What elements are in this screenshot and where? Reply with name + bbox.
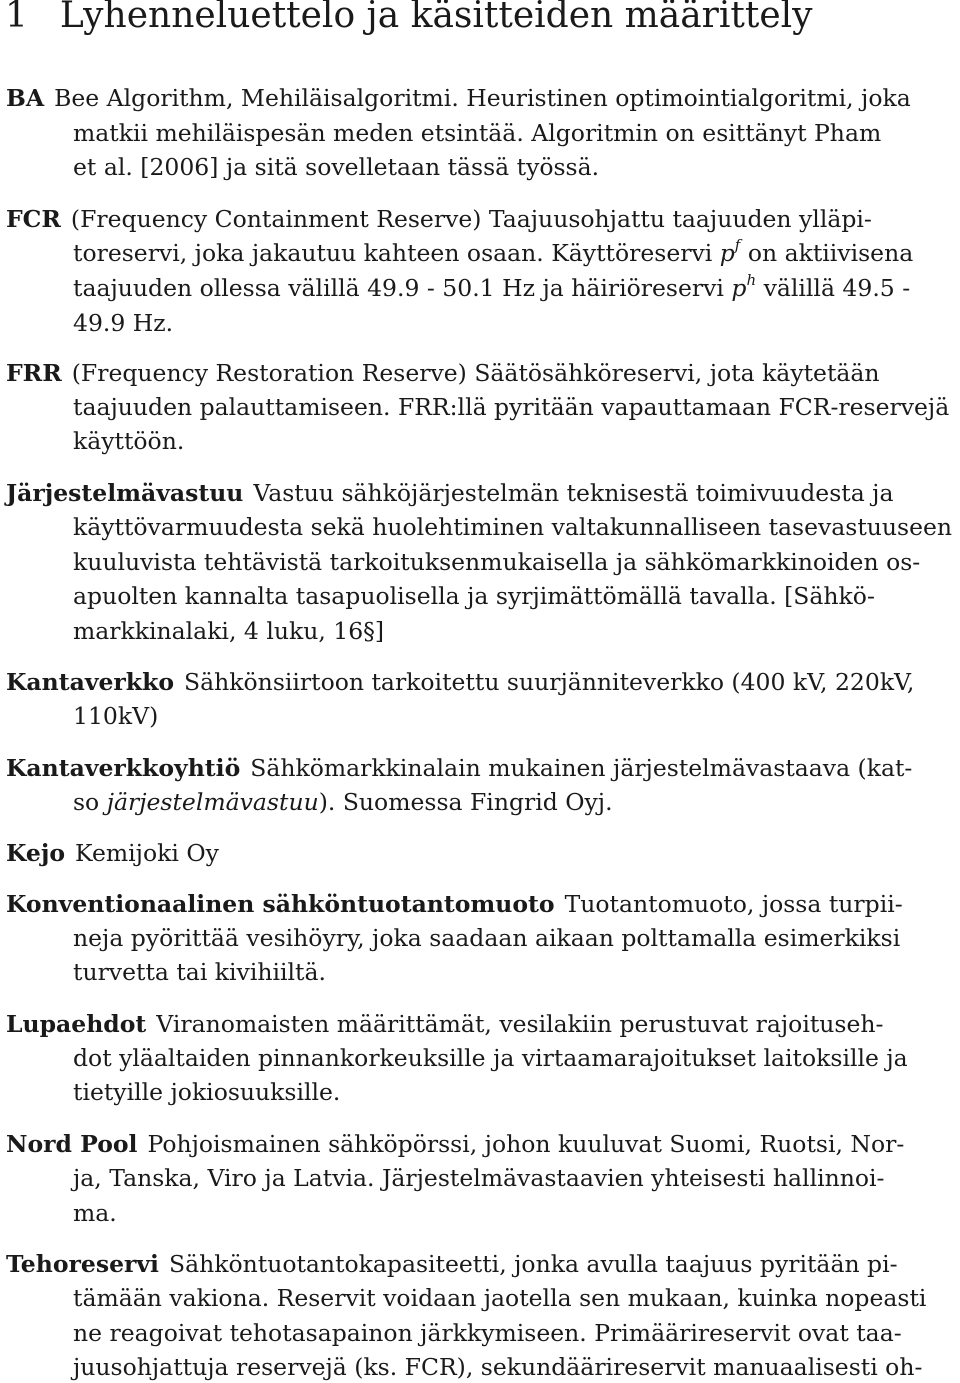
definition-line: Pohjoismainen sähköpörssi, johon kuuluvat Suomi, Ruotsi, Nor- — [147, 1130, 905, 1158]
glossary-term: Järjestelmävastuu — [6, 479, 244, 507]
glossary-term: FCR — [6, 205, 61, 233]
definition-line: ma. — [73, 1199, 117, 1227]
definition-line: Kemijoki Oy — [75, 839, 219, 867]
definition-line: ja, Tanska, Viro ja Latvia. Järjestelmävastaavien yhteisesti hallinnoi- — [73, 1164, 885, 1192]
glossary-term: FRR — [6, 359, 62, 387]
definition-line: välillä 49.5 - — [763, 274, 911, 302]
definition-line: käyttöön. — [73, 427, 185, 455]
definition-line: käyttövarmuudesta sekä huolehtiminen valtakunnalliseen tasevastuuseen — [73, 513, 953, 541]
glossary-term: Kejo — [6, 839, 66, 867]
glossary-term: Lupaehdot — [6, 1010, 147, 1038]
cross-reference: järjestelmävastuu — [106, 788, 319, 816]
definition-line: Sähkönsiirtoon tarkoitettu suurjänniteverkko (400 kV, 220kV, — [184, 668, 915, 696]
definition-line: Tuotantomuoto, jossa turpii- — [564, 890, 903, 918]
definition-line: tietyille jokiosuuksille. — [73, 1078, 341, 1106]
glossary-term: Kantaverkko — [6, 668, 175, 696]
glossary-term: Konventionaalinen sähköntuotantomuoto — [6, 890, 555, 918]
symbol-p: p — [731, 274, 747, 302]
definition-line: (Frequency Restoration Reserve) Säätösähköreservi, jota käytetään — [71, 359, 880, 387]
glossary-term: BA — [6, 84, 45, 112]
definition-line: toreservi, joka jakautuu kahteen osaan. Käyttöreservi — [73, 239, 713, 267]
definition-line: et al. [2006] ja sitä sovelletaan tässä työssä. — [73, 153, 600, 181]
definition-line: Bee Algorithm, Mehiläisalgoritmi. Heuristinen optimointialgoritmi, joka — [54, 84, 911, 112]
definition-line: 49.9 Hz. — [73, 309, 174, 337]
definition-line: taajuuden palauttamiseen. FRR:llä pyritään vapauttamaan FCR-reservejä — [73, 393, 950, 421]
definition-line: apuolten kannalta tasapuolisella ja syrjimättömällä tavalla. [Sähkö- — [73, 582, 875, 610]
glossary-term: Nord Pool — [6, 1130, 138, 1158]
symbol-p: p — [719, 239, 735, 267]
definition-line: ne reagoivat tehotasapainon järkkymiseen. Primäärireservit ovat taa- — [73, 1319, 902, 1347]
definition-line: Viranomaisten määrittämät, vesilakiin perustuvat rajoituseh- — [156, 1010, 884, 1038]
section-number: 1 — [5, 0, 28, 36]
definition-line: Sähköntuotantokapasiteetti, jonka avulla taajuus pyritään pi- — [168, 1250, 898, 1278]
definition-line: markkinalaki, 4 luku, 16§] — [73, 617, 385, 645]
definition-line: Vastuu sähköjärjestelmän teknisestä toimivuudesta ja — [253, 479, 894, 507]
definition-line: neja pyörittää vesihöyry, joka saadaan aikaan polttamalla esimerkiksi — [73, 924, 901, 952]
definition-line: kuuluvista tehtävistä tarkoituksenmukaisella ja sähkömarkkinoiden os- — [73, 548, 921, 576]
definition-line: matkii mehiläispesän meden etsintää. Algoritmin on esittänyt Pham — [73, 119, 882, 147]
symbol-superscript-h: h — [746, 271, 757, 290]
definition-line: tämään vakiona. Reservit voidaan jaotella sen mukaan, kuinka nopeasti — [73, 1284, 927, 1312]
definition-line: turvetta tai kivihiiltä. — [73, 958, 326, 986]
definition-line: taajuuden ollessa välillä 49.9 - 50.1 Hz ja häiriöreservi — [73, 274, 724, 302]
definition-line: on aktiivisena — [747, 239, 914, 267]
section-heading — [5, 0, 813, 38]
definition-line: Sähkömarkkinalain mukainen järjestelmävastaava (kat- — [250, 754, 913, 782]
glossary-term: Kantaverkkoyhtiö — [6, 754, 241, 782]
glossary-term: Tehoreservi — [6, 1250, 159, 1278]
definition-line: 110kV) — [73, 702, 159, 730]
definition-text: ). Suomessa Fingrid Oyj. — [318, 788, 613, 816]
definition-line: juusohjattuja reservejä (ks. FCR), sekundäärireservit manuaalisesti oh- — [73, 1353, 923, 1381]
symbol-superscript-f: f — [734, 236, 741, 255]
definition-text: so — [73, 788, 100, 816]
section-title: Lyhenneluettelo ja käsitteiden määrittely — [59, 0, 813, 36]
definition-line: dot yläaltaiden pinnankorkeuksille ja virtaamarajoitukset laitoksille ja — [73, 1044, 908, 1072]
definition-line: (Frequency Containment Reserve) Taajuusohjattu taajuuden ylläpi- — [70, 205, 872, 233]
